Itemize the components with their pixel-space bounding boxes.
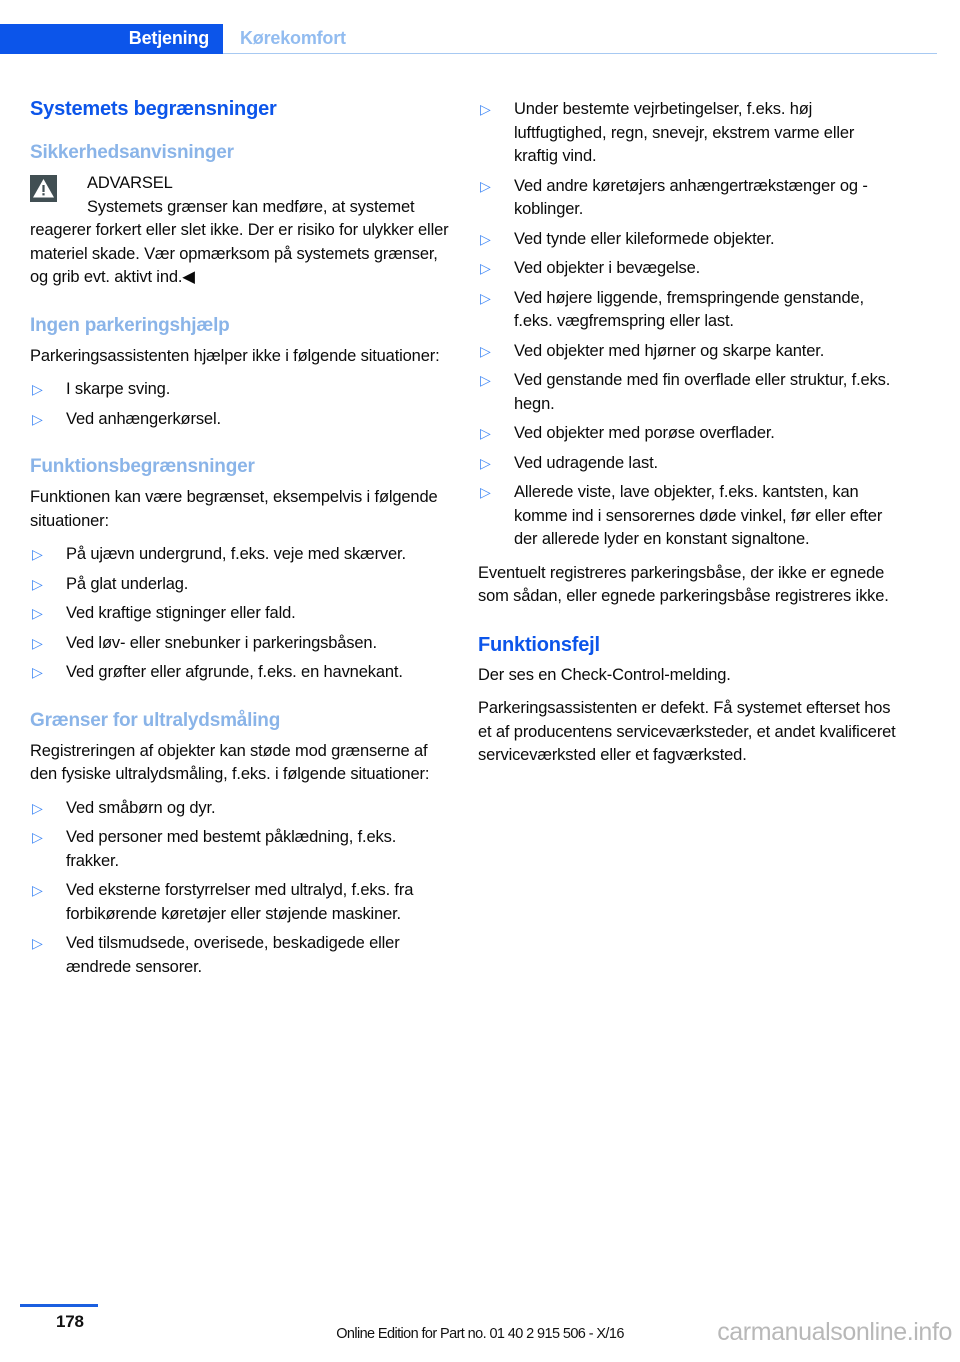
list-item-label: Ved udragende last.	[514, 453, 658, 472]
list-item-label: Ved andre køretøjers anhængertrækstænger og -koblinger.	[514, 176, 868, 218]
section-funktionsfejl	[478, 634, 898, 768]
footer-edition-text: Online Edition for Part no. 01 40 2 915 506 - X/16	[336, 1326, 624, 1342]
bullet-triangle-icon: ▷	[480, 289, 491, 306]
list-item	[478, 452, 898, 476]
bullet-triangle-icon: ▷	[32, 882, 43, 898]
list-funktionsbegraensninger	[30, 543, 450, 685]
para-parkeringsbaase: Eventuelt registreres parkeringsbåse, der ikke er egnede som sådan, eller egnede parkeringsbåse registreres ikke.	[478, 563, 889, 605]
list-item-label: Under bestemte vejrbetingelser, f.eks. høj luftfugtighed, regn, snevejr, ekstrem varme eller kraftig vind.	[514, 100, 855, 165]
bullet-triangle-icon: ▷	[32, 829, 43, 845]
tab-betjening[interactable]	[0, 24, 223, 54]
list-item-label: Ved højere liggende, fremspringende genstande, f.eks. vægfremspring eller last.	[514, 288, 864, 330]
bullet-triangle-icon: ▷	[480, 101, 491, 117]
footer-divider	[20, 1304, 98, 1307]
list-item-label: Ved eksterne forstyrrelser med ultralyd, f.eks. fra forbikørende køretøjer eller støjende maskiner.	[66, 881, 414, 923]
warning-body: Systemets grænser kan medføre, at systemet reagerer forkert eller slet ikke. Der er risiko for ulykker eller materiel skade. Vær opmærksom på systemets grænser, og grib evt. aktivt ind.◀	[30, 197, 449, 286]
list-item	[478, 98, 898, 169]
list-item	[478, 175, 898, 222]
list-item-label: Allerede viste, lave objekter, f.eks. kantsten, kan komme ind i sensorernes døde vinkel, før eller efter der allerede lyder en konstant signaltone.	[514, 483, 883, 548]
bullet-triangle-icon: ▷	[32, 634, 43, 651]
heading-funktionsfejl: Funktionsfejl	[478, 633, 600, 656]
warning-title: ADVARSEL	[87, 174, 173, 192]
heading-sikkerhedsanvisninger: Sikkerhedsanvisninger	[30, 142, 234, 163]
bullet-triangle-icon: ▷	[480, 425, 491, 441]
page-footer	[0, 1280, 960, 1362]
bullet-triangle-icon: ▷	[480, 260, 491, 276]
bullet-triangle-icon: ▷	[32, 664, 43, 680]
list-item-label: Ved grøfter eller afgrunde, f.eks. en havnekant.	[66, 663, 403, 681]
list-item-label: Ved løv- eller snebunker i parkeringsbåsen.	[66, 633, 377, 652]
header-divider	[223, 53, 937, 54]
page-title: Systemets begrænsninger	[30, 98, 277, 120]
bullet-triangle-icon: ▷	[32, 935, 43, 951]
list-item-label: Ved genstande med fin overflade eller struktur, f.eks. hegn.	[514, 371, 891, 413]
heading-ingen-parkeringshjaelp: Ingen parkeringshjælp	[30, 314, 230, 336]
bullet-triangle-icon: ▷	[32, 605, 43, 621]
page-number: 178	[56, 1312, 84, 1331]
bullet-triangle-icon: ▷	[32, 410, 43, 427]
bullet-triangle-icon: ▷	[480, 484, 491, 500]
list-item-label: Ved tilsmudsede, overisede, beskadigede eller ændrede sensorer.	[66, 934, 400, 976]
list-item	[478, 228, 898, 252]
para-check-control: Der ses en Check-Control-melding.	[478, 665, 731, 684]
tab-korekomfort[interactable]: Kørekomfort	[240, 28, 346, 48]
list-item	[30, 543, 450, 567]
list-item-label: Ved anhængerkørsel.	[66, 409, 221, 428]
intro-ingen-parkeringshjaelp: Parkeringsassistenten hjælper ikke i følgende situationer:	[30, 346, 440, 365]
list-item	[30, 932, 450, 979]
bullet-triangle-icon: ▷	[32, 575, 43, 592]
warning-triangle-icon	[30, 175, 57, 202]
list-item-label: I skarpe sving.	[66, 380, 171, 398]
list-item-label: På ujævn undergrund, f.eks. veje med skærver.	[66, 545, 406, 563]
list-item	[30, 408, 450, 432]
list-item	[478, 422, 898, 446]
list-item	[30, 602, 450, 626]
para-defekt: Parkeringsassistenten er defekt. Få systemet efterset hos et af producentens serviceværksteder, et andet kvalificeret serviceværksted eller et fagværksted.	[478, 699, 896, 764]
right-column	[478, 98, 898, 768]
bullet-triangle-icon: ▷	[480, 342, 491, 359]
intro-funktionsbegraensninger: Funktionen kan være begrænset, eksempelvis i følgende situationer:	[30, 488, 438, 530]
list-item-label: Ved kraftige stigninger eller fald.	[66, 604, 296, 622]
intro-graenser-ultralydsmaaling: Registreringen af objekter kan støde mod grænserne af den fysiske ultralydsmåling, f.eks. i følgende situationer:	[30, 741, 430, 783]
list-item-label: Ved objekter i bevægelse.	[514, 259, 701, 277]
list-item-label: Ved objekter med hjørner og skarpe kanter.	[514, 341, 825, 360]
section-graenser-ultralydsmaaling	[30, 710, 450, 980]
list-graenser-ultralydsmaaling	[30, 797, 450, 980]
section-sikkerhedsanvisninger	[30, 142, 450, 290]
bullet-triangle-icon: ▷	[480, 230, 491, 247]
bullet-triangle-icon: ▷	[32, 799, 43, 816]
section-funktionsbegraensninger	[30, 456, 450, 685]
list-item	[30, 661, 450, 685]
bullet-triangle-icon: ▷	[32, 381, 43, 397]
tab-betjening-label: Betjening	[128, 28, 209, 48]
bullet-triangle-icon: ▷	[480, 454, 491, 471]
list-item	[30, 573, 450, 597]
bullet-triangle-icon: ▷	[32, 546, 43, 562]
list-item-label: På glat underlag.	[66, 574, 189, 593]
watermark-text: carmanualsonline.info	[717, 1318, 952, 1346]
list-item	[478, 257, 898, 281]
list-ingen-parkeringshjaelp	[30, 378, 450, 431]
list-item	[478, 369, 898, 416]
list-item-label: Ved objekter med porøse overflader.	[514, 424, 775, 442]
list-item	[30, 826, 450, 873]
bullet-triangle-icon: ▷	[480, 177, 491, 194]
bullet-triangle-icon: ▷	[480, 372, 491, 388]
list-item	[478, 340, 898, 364]
list-item-label: Ved personer med bestemt påklædning, f.eks. frakker.	[66, 828, 397, 870]
list-ultralyd-fortsat	[478, 98, 898, 552]
list-item-label: Ved tynde eller kileformede objekter.	[514, 229, 775, 248]
list-item	[478, 287, 898, 334]
section-ingen-parkeringshjaelp	[30, 315, 450, 432]
list-item	[30, 378, 450, 402]
list-item	[478, 481, 898, 552]
warning-block	[30, 172, 450, 290]
heading-funktionsbegraensninger: Funktionsbegrænsninger	[30, 456, 255, 477]
list-item	[30, 632, 450, 656]
heading-graenser-ultralydsmaaling: Grænser for ultralydsmåling	[30, 709, 281, 731]
list-item-label: Ved småbørn og dyr.	[66, 798, 216, 817]
list-item	[30, 797, 450, 821]
page-header	[0, 0, 960, 62]
list-item	[30, 879, 450, 926]
left-column	[30, 98, 450, 979]
